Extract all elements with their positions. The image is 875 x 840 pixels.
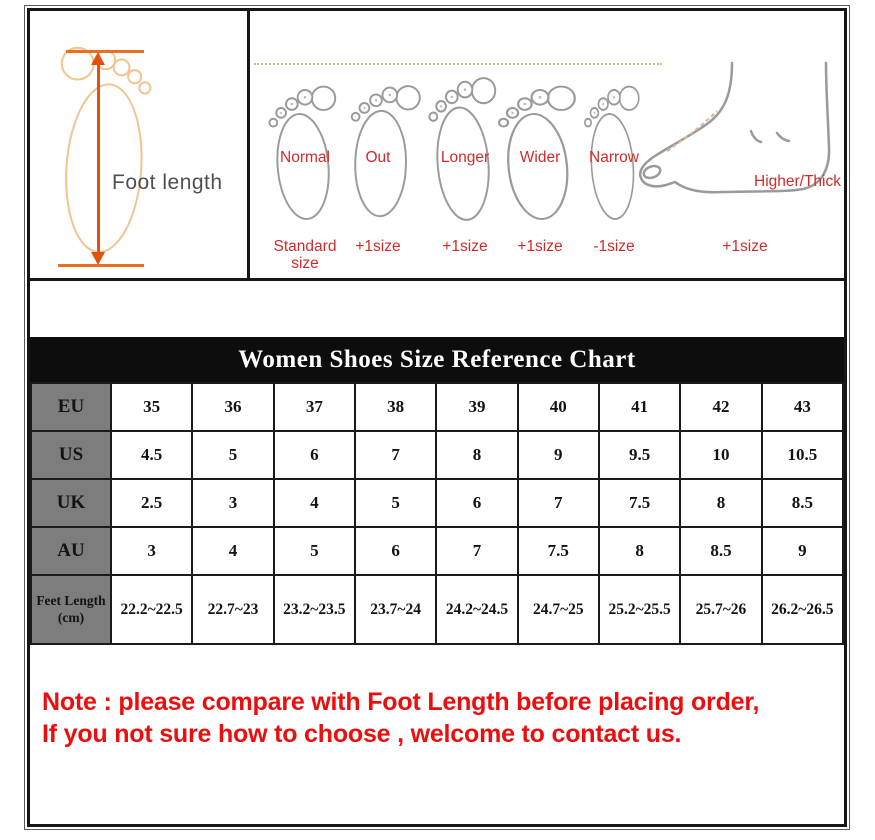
size-cell: 7 [518, 479, 599, 527]
size-cell: 23.7~24 [355, 575, 436, 644]
row-label: EU [31, 383, 111, 431]
size-cell: 2.5 [111, 479, 192, 527]
foot-type-wider [500, 11, 580, 278]
chart-title: Women Shoes Size Reference Chart [238, 346, 636, 373]
row-label: US [31, 431, 111, 479]
arrow-up-icon [91, 52, 105, 65]
size-cell: 9 [518, 431, 599, 479]
size-cell: 41 [599, 383, 680, 431]
size-cell: 8 [599, 527, 680, 575]
size-cell: 7 [355, 431, 436, 479]
size-row-au [31, 527, 843, 575]
note-line-2: If you not sure how to choose , welcome to contact us. [42, 719, 682, 748]
size-cell: 6 [355, 527, 436, 575]
size-cell: 24.2~24.5 [436, 575, 517, 644]
foot-type-higher-thick [635, 11, 845, 278]
row-sublabel: (cm) [57, 609, 85, 625]
size-cell: 8 [436, 431, 517, 479]
foot-type-normal [265, 11, 345, 278]
size-cell: 38 [355, 383, 436, 431]
size-row-us [31, 431, 843, 479]
foot-type-longer [425, 11, 505, 278]
size-cell: 5 [355, 479, 436, 527]
size-cell: 5 [192, 431, 273, 479]
arrow-down-icon [91, 252, 105, 265]
row-label: AU [31, 527, 111, 575]
size-cell: 43 [762, 383, 843, 431]
measure-top-line [66, 50, 144, 53]
size-cell: 23.2~23.5 [274, 575, 355, 644]
size-cell: 5 [274, 527, 355, 575]
size-cell: 7.5 [518, 527, 599, 575]
size-cell: 26.2~26.5 [762, 575, 843, 644]
size-table [30, 382, 844, 645]
size-row-eu [31, 383, 843, 431]
foot-type-name: Higher/Thick [754, 173, 841, 190]
size-cell: 8.5 [762, 479, 843, 527]
top-section [30, 11, 844, 281]
foot-type-adjust: -1size [593, 238, 635, 255]
chart-title-band [30, 337, 844, 382]
size-cell: 3 [192, 479, 273, 527]
size-row-uk [31, 479, 843, 527]
measure-arrow [97, 61, 100, 253]
size-cell: 6 [274, 431, 355, 479]
size-cell: 10.5 [762, 431, 843, 479]
size-cell: 8.5 [680, 527, 761, 575]
size-table-body [31, 383, 843, 644]
size-cell: 9 [762, 527, 843, 575]
row-label: Feet Length (cm) [31, 575, 111, 644]
foot-type-adjust: Standard size [273, 238, 337, 273]
size-cell: 4.5 [111, 431, 192, 479]
foot-type-adjust: +1size [355, 238, 401, 255]
foot-type-name: Narrow [589, 149, 639, 166]
size-cell: 25.2~25.5 [599, 575, 680, 644]
size-cell: 36 [192, 383, 273, 431]
size-cell: 39 [436, 383, 517, 431]
size-cell: 6 [436, 479, 517, 527]
footprint-icon [338, 62, 432, 227]
foot-type-adjust: +1size [722, 238, 768, 255]
size-cell: 9.5 [599, 431, 680, 479]
note-line-1: Note : please compare with Foot Length before placing order, [42, 688, 760, 716]
size-cell: 7 [436, 527, 517, 575]
footprint-icon [266, 68, 344, 226]
size-cell: 7.5 [599, 479, 680, 527]
foot-type-name: Normal [280, 149, 330, 166]
size-cell: 25.7~26 [680, 575, 761, 644]
footprint-icon [426, 58, 504, 227]
size-cell: 40 [518, 383, 599, 431]
size-cell: 10 [680, 431, 761, 479]
foot-type-name: Out [365, 149, 391, 166]
size-cell: 4 [274, 479, 355, 527]
size-cell: 8 [680, 479, 761, 527]
size-row-feet-length [31, 575, 843, 644]
foot-length-label: Foot length [112, 171, 223, 194]
foot-type-adjust: +1size [442, 238, 488, 255]
size-cell: 37 [274, 383, 355, 431]
foot-length-panel [30, 11, 250, 278]
size-cell: 35 [111, 383, 192, 431]
foot-type-name: Longer [440, 149, 490, 166]
note-section [30, 687, 844, 751]
foot-type-adjust: +1size [517, 238, 563, 255]
size-cell: 3 [111, 527, 192, 575]
foot-types-panel [250, 11, 844, 278]
foot-type-out [338, 11, 418, 278]
size-cell: 4 [192, 527, 273, 575]
foot-type-name: Wider [519, 149, 561, 166]
size-cell: 22.7~23 [192, 575, 273, 644]
size-cell: 24.7~25 [518, 575, 599, 644]
size-cell: 42 [680, 383, 761, 431]
size-guide-frame [27, 8, 847, 827]
footprint-icon [495, 68, 585, 226]
size-cell: 22.2~22.5 [111, 575, 192, 644]
row-label: UK [31, 479, 111, 527]
